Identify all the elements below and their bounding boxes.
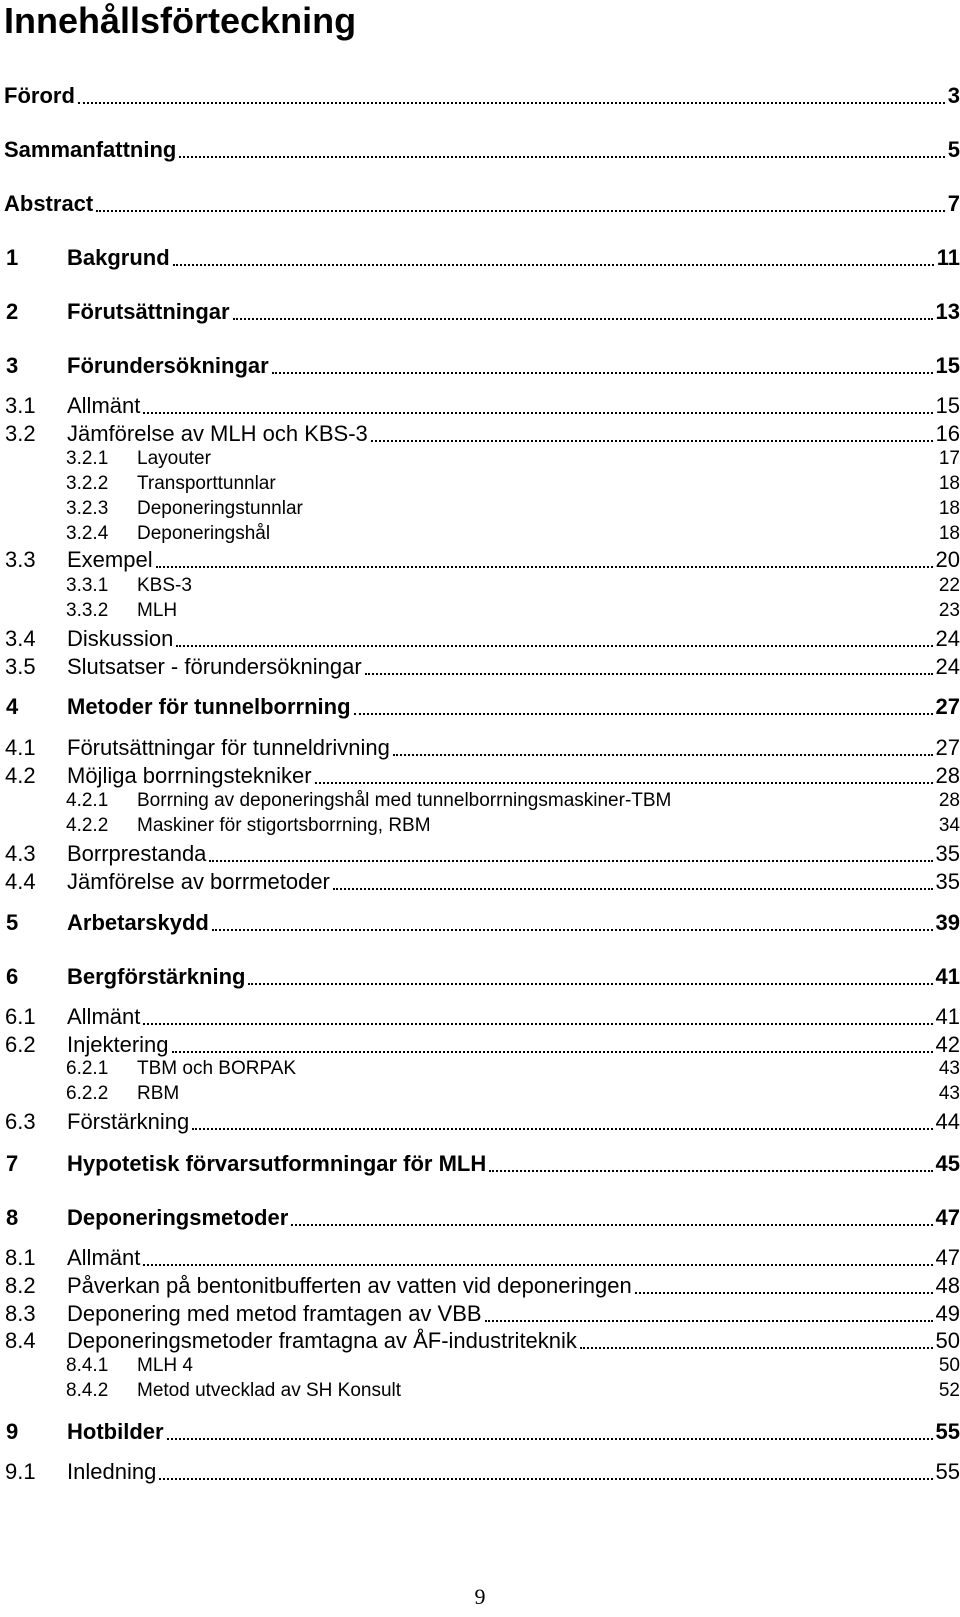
toc-entry-number: 3.2 xyxy=(5,421,36,446)
toc-entry-title: Exempel xyxy=(67,547,153,572)
toc-entry[interactable] xyxy=(0,574,960,598)
toc-entry-title: Deponeringstunnlar xyxy=(137,498,303,519)
dot-leader xyxy=(365,673,933,675)
toc-entry-number: 3.3.2 xyxy=(66,600,109,621)
toc-entry-page: 48 xyxy=(935,1273,960,1298)
toc-entry-page: 35 xyxy=(935,841,960,866)
toc-entry-number: 7 xyxy=(6,1151,19,1176)
toc-entry-title: MLH 4 xyxy=(137,1355,193,1376)
toc-entry-title: Deponeringshål xyxy=(137,523,271,544)
toc-entry[interactable] xyxy=(0,1245,960,1271)
toc-entry[interactable] xyxy=(0,472,960,496)
dot-leader xyxy=(485,1320,933,1322)
toc-entry-number: 3 xyxy=(6,353,19,378)
toc-entry-title: Injektering xyxy=(67,1032,169,1057)
toc-entry[interactable] xyxy=(0,599,960,623)
toc-entry[interactable] xyxy=(0,789,960,813)
toc-entry[interactable] xyxy=(0,244,960,272)
dot-leader xyxy=(580,1347,933,1349)
toc-entry-number: 9 xyxy=(6,1419,19,1444)
toc-entry-number: 6.1 xyxy=(5,1004,36,1029)
toc-entry-title: Deponeringsmetoder xyxy=(67,1205,289,1230)
toc-entry[interactable] xyxy=(0,547,960,573)
dot-leader xyxy=(78,102,945,104)
toc-entry-number: 9.1 xyxy=(5,1459,36,1484)
toc-entry[interactable] xyxy=(0,352,960,380)
toc-entry-title: KBS-3 xyxy=(137,575,192,596)
toc-entry-title: Jämförelse av borrmetoder xyxy=(67,869,330,894)
dot-leader xyxy=(156,566,933,568)
toc-entry-page: 50 xyxy=(938,1355,960,1376)
toc-entry-title: Förord xyxy=(4,83,75,108)
toc-entry[interactable] xyxy=(0,763,960,789)
toc-entry-page: 24 xyxy=(935,626,960,651)
toc-entry[interactable] xyxy=(0,1418,960,1446)
toc-entry-title: Metod utvecklad av SH Konsult xyxy=(137,1380,402,1401)
toc-entry-page: 13 xyxy=(935,299,960,324)
toc-entry-page: 35 xyxy=(935,869,960,894)
toc-entry[interactable] xyxy=(0,1204,960,1232)
dot-leader xyxy=(176,645,933,647)
toc-entry-page: 43 xyxy=(938,1083,960,1104)
toc-entry-number: 8.4.1 xyxy=(66,1355,109,1376)
toc-entry-title: MLH xyxy=(137,600,178,621)
toc-entry[interactable] xyxy=(0,654,960,680)
toc-entry-page: 3 xyxy=(947,83,960,108)
toc-entry-page: 44 xyxy=(935,1109,960,1134)
toc-entry-page: 50 xyxy=(935,1328,960,1353)
toc-entry[interactable] xyxy=(0,393,960,419)
dot-leader xyxy=(167,1438,933,1440)
toc-entry-page: 45 xyxy=(935,1151,960,1176)
toc-entry-title: RBM xyxy=(137,1083,180,1104)
toc-entry-page: 23 xyxy=(938,600,960,621)
toc-entry-number: 3.2.3 xyxy=(66,498,109,519)
toc-entry[interactable] xyxy=(0,814,960,838)
toc-entry-page: 15 xyxy=(935,393,960,418)
toc-entry-page: 52 xyxy=(938,1380,960,1401)
toc-entry[interactable] xyxy=(0,1301,960,1327)
toc-entry-title: Allmänt xyxy=(67,1004,141,1029)
toc-entry-page: 7 xyxy=(947,191,960,216)
toc-entry-title: Maskiner för stigortsborrning, RBM xyxy=(137,815,431,836)
toc-entry-page: 15 xyxy=(935,353,960,378)
toc-entry-title: Jämförelse av MLH och KBS-3 xyxy=(67,421,368,446)
toc-entry-number: 3.3 xyxy=(5,547,36,572)
toc-entry-title: Transporttunnlar xyxy=(137,473,276,494)
toc-entry-title: Inledning xyxy=(67,1459,157,1484)
toc-entry-number: 3.5 xyxy=(5,654,36,679)
dot-leader xyxy=(143,412,933,414)
toc-entry-number: 8.4 xyxy=(5,1328,36,1353)
toc-entry-number: 3.2.4 xyxy=(66,523,109,544)
dot-leader xyxy=(96,210,945,212)
toc-entry-number: 4.2 xyxy=(5,763,36,788)
toc-entry-page: 28 xyxy=(935,763,960,788)
toc-entry-page: 5 xyxy=(947,137,960,162)
toc-entry[interactable] xyxy=(0,1273,960,1299)
toc-entry-page: 28 xyxy=(938,790,960,811)
toc-entry-title: Layouter xyxy=(137,448,211,469)
toc-entry-title: Abstract xyxy=(4,191,94,216)
toc-entry-number: 8.1 xyxy=(5,1245,36,1270)
toc-entry[interactable] xyxy=(0,447,960,471)
dot-leader xyxy=(315,782,933,784)
toc-entry-page: 41 xyxy=(935,1004,960,1029)
toc-entry-title: Arbetarskydd xyxy=(67,910,209,935)
toc-entry[interactable] xyxy=(0,190,960,218)
toc-entry[interactable] xyxy=(0,1328,960,1354)
toc-entry-page: 18 xyxy=(938,523,960,544)
toc-entry-page: 18 xyxy=(938,473,960,494)
dot-leader xyxy=(272,372,933,374)
toc-entry-title: Påverkan på bentonitbufferten av vatten vid deponeringen xyxy=(67,1273,632,1298)
toc-entry-number: 2 xyxy=(6,299,19,324)
toc-entry-page: 20 xyxy=(935,547,960,572)
page-number: 9 xyxy=(474,1584,486,1609)
dot-leader xyxy=(209,860,933,862)
toc-entry-number: 1 xyxy=(6,245,19,270)
toc-entry-page: 39 xyxy=(935,910,960,935)
toc-entry-title: Allmänt xyxy=(67,393,141,418)
toc-entry-number: 4.1 xyxy=(5,735,36,760)
toc-entry-number: 8 xyxy=(6,1205,19,1230)
toc-entry-title: Deponeringsmetoder framtagna av ÅF-industriteknik xyxy=(67,1328,577,1353)
toc-entry-page: 27 xyxy=(935,694,960,719)
dot-leader xyxy=(159,1478,933,1480)
toc-entry-page: 34 xyxy=(938,815,960,836)
toc-entry-number: 6.3 xyxy=(5,1109,36,1134)
toc-entry-number: 4 xyxy=(6,694,19,719)
toc-entry[interactable] xyxy=(0,522,960,546)
toc-entry-title: Diskussion xyxy=(67,626,174,651)
toc-entry-number: 8.2 xyxy=(5,1273,36,1298)
toc-entry-number: 6.2.1 xyxy=(66,1058,109,1079)
dot-leader xyxy=(179,156,945,158)
toc-entry-number: 6 xyxy=(6,964,19,989)
toc-entry-title: Förutsättningar för tunneldrivning xyxy=(67,735,390,760)
toc-entry-number: 4.2.2 xyxy=(66,815,109,836)
page-title: Innehållsförteckning xyxy=(4,0,357,41)
toc-entry[interactable] xyxy=(0,869,960,895)
toc-entry-title: Förstärkning xyxy=(67,1109,190,1134)
dot-leader xyxy=(212,929,933,931)
toc-entry-page: 17 xyxy=(938,448,960,469)
dot-leader xyxy=(192,1128,933,1130)
toc-entry[interactable] xyxy=(0,1004,960,1030)
toc-entry-number: 4.2.1 xyxy=(66,790,109,811)
dot-leader xyxy=(635,1292,933,1294)
toc-entry-title: Förundersökningar xyxy=(67,353,269,378)
dot-leader xyxy=(248,983,933,985)
dot-leader xyxy=(393,754,933,756)
toc-entry-number: 6.2.2 xyxy=(66,1083,109,1104)
toc-entry-page: 24 xyxy=(935,654,960,679)
toc-entry-title: Förutsättningar xyxy=(67,299,230,324)
toc-entry[interactable] xyxy=(0,1379,960,1403)
toc-entry-title: Hotbilder xyxy=(67,1419,164,1444)
toc-entry-page: 11 xyxy=(936,245,960,270)
toc-entry[interactable] xyxy=(0,963,960,991)
dot-leader xyxy=(143,1264,933,1266)
toc-entry-page: 49 xyxy=(935,1301,960,1326)
dot-leader xyxy=(333,888,933,890)
toc-entry-title: Borrprestanda xyxy=(67,841,207,866)
toc-entry-page: 41 xyxy=(935,964,960,989)
toc-entry-number: 4.3 xyxy=(5,841,36,866)
toc-entry[interactable] xyxy=(0,841,960,867)
toc-entry[interactable] xyxy=(0,1082,960,1106)
toc-entry-title: Bakgrund xyxy=(67,245,170,270)
toc-entry[interactable] xyxy=(0,497,960,521)
toc-entry[interactable] xyxy=(0,1109,960,1135)
dot-leader xyxy=(371,440,933,442)
dot-leader xyxy=(172,1051,933,1053)
toc-entry-page: 55 xyxy=(935,1459,960,1484)
toc-entry-number: 3.1 xyxy=(5,393,36,418)
toc-entry-page: 18 xyxy=(938,498,960,519)
toc-entry-title: Hypotetisk förvarsutformningar för MLH xyxy=(67,1151,487,1176)
toc-entry-title: Deponering med metod framtagen av VBB xyxy=(67,1301,482,1326)
toc-entry-title: TBM och BORPAK xyxy=(137,1058,297,1079)
toc-entry-page: 43 xyxy=(938,1058,960,1079)
toc-entry[interactable] xyxy=(0,1354,960,1378)
toc-entry-title: Bergförstärkning xyxy=(67,964,246,989)
toc-entry-number: 3.2.2 xyxy=(66,473,109,494)
toc-entry-page: 47 xyxy=(935,1205,960,1230)
toc-entry-number: 5 xyxy=(6,910,19,935)
toc-entry-title: Metoder för tunnelborrning xyxy=(67,694,351,719)
toc-entry-page: 47 xyxy=(935,1245,960,1270)
toc-entry[interactable] xyxy=(0,136,960,164)
toc-entry-number: 3.4 xyxy=(5,626,36,651)
toc-entry[interactable] xyxy=(0,1150,960,1178)
toc-entry[interactable] xyxy=(0,909,960,937)
toc-entry-number: 3.3.1 xyxy=(66,575,109,596)
toc-entry-page: 42 xyxy=(935,1032,960,1057)
toc-entry-page: 16 xyxy=(935,421,960,446)
dot-leader xyxy=(143,1023,933,1025)
toc-entry[interactable] xyxy=(0,693,960,721)
toc-entry-title: Slutsatser - förundersökningar xyxy=(67,654,362,679)
toc-entry-number: 6.2 xyxy=(5,1032,36,1057)
dot-leader xyxy=(354,713,933,715)
toc-entry-number: 8.3 xyxy=(5,1301,36,1326)
dot-leader xyxy=(291,1224,933,1226)
toc-entry[interactable] xyxy=(0,82,960,110)
toc-entry[interactable] xyxy=(0,1459,960,1485)
toc-entry[interactable] xyxy=(0,626,960,652)
toc-entry-title: Sammanfattning xyxy=(4,137,177,162)
toc-entry-number: 3.2.1 xyxy=(66,448,109,469)
toc-entry-page: 22 xyxy=(938,575,960,596)
toc-entry-title: Möjliga borrningstekniker xyxy=(67,763,312,788)
toc-entry-page: 55 xyxy=(935,1419,960,1444)
toc-entry-number: 8.4.2 xyxy=(66,1380,109,1401)
toc-entry-page: 27 xyxy=(935,735,960,760)
toc-entry[interactable] xyxy=(0,298,960,326)
dot-leader xyxy=(489,1170,933,1172)
toc-entry-title: Allmänt xyxy=(67,1245,141,1270)
dot-leader xyxy=(173,264,934,266)
toc-entry-number: 4.4 xyxy=(5,869,36,894)
toc-entry[interactable] xyxy=(0,735,960,761)
toc-entry[interactable] xyxy=(0,1057,960,1081)
toc-entry[interactable] xyxy=(0,1032,960,1058)
dot-leader xyxy=(233,318,933,320)
toc-entry[interactable] xyxy=(0,421,960,447)
toc-entry-title: Borrning av deponeringshål med tunnelborrningsmaskiner-TBM xyxy=(137,790,672,811)
